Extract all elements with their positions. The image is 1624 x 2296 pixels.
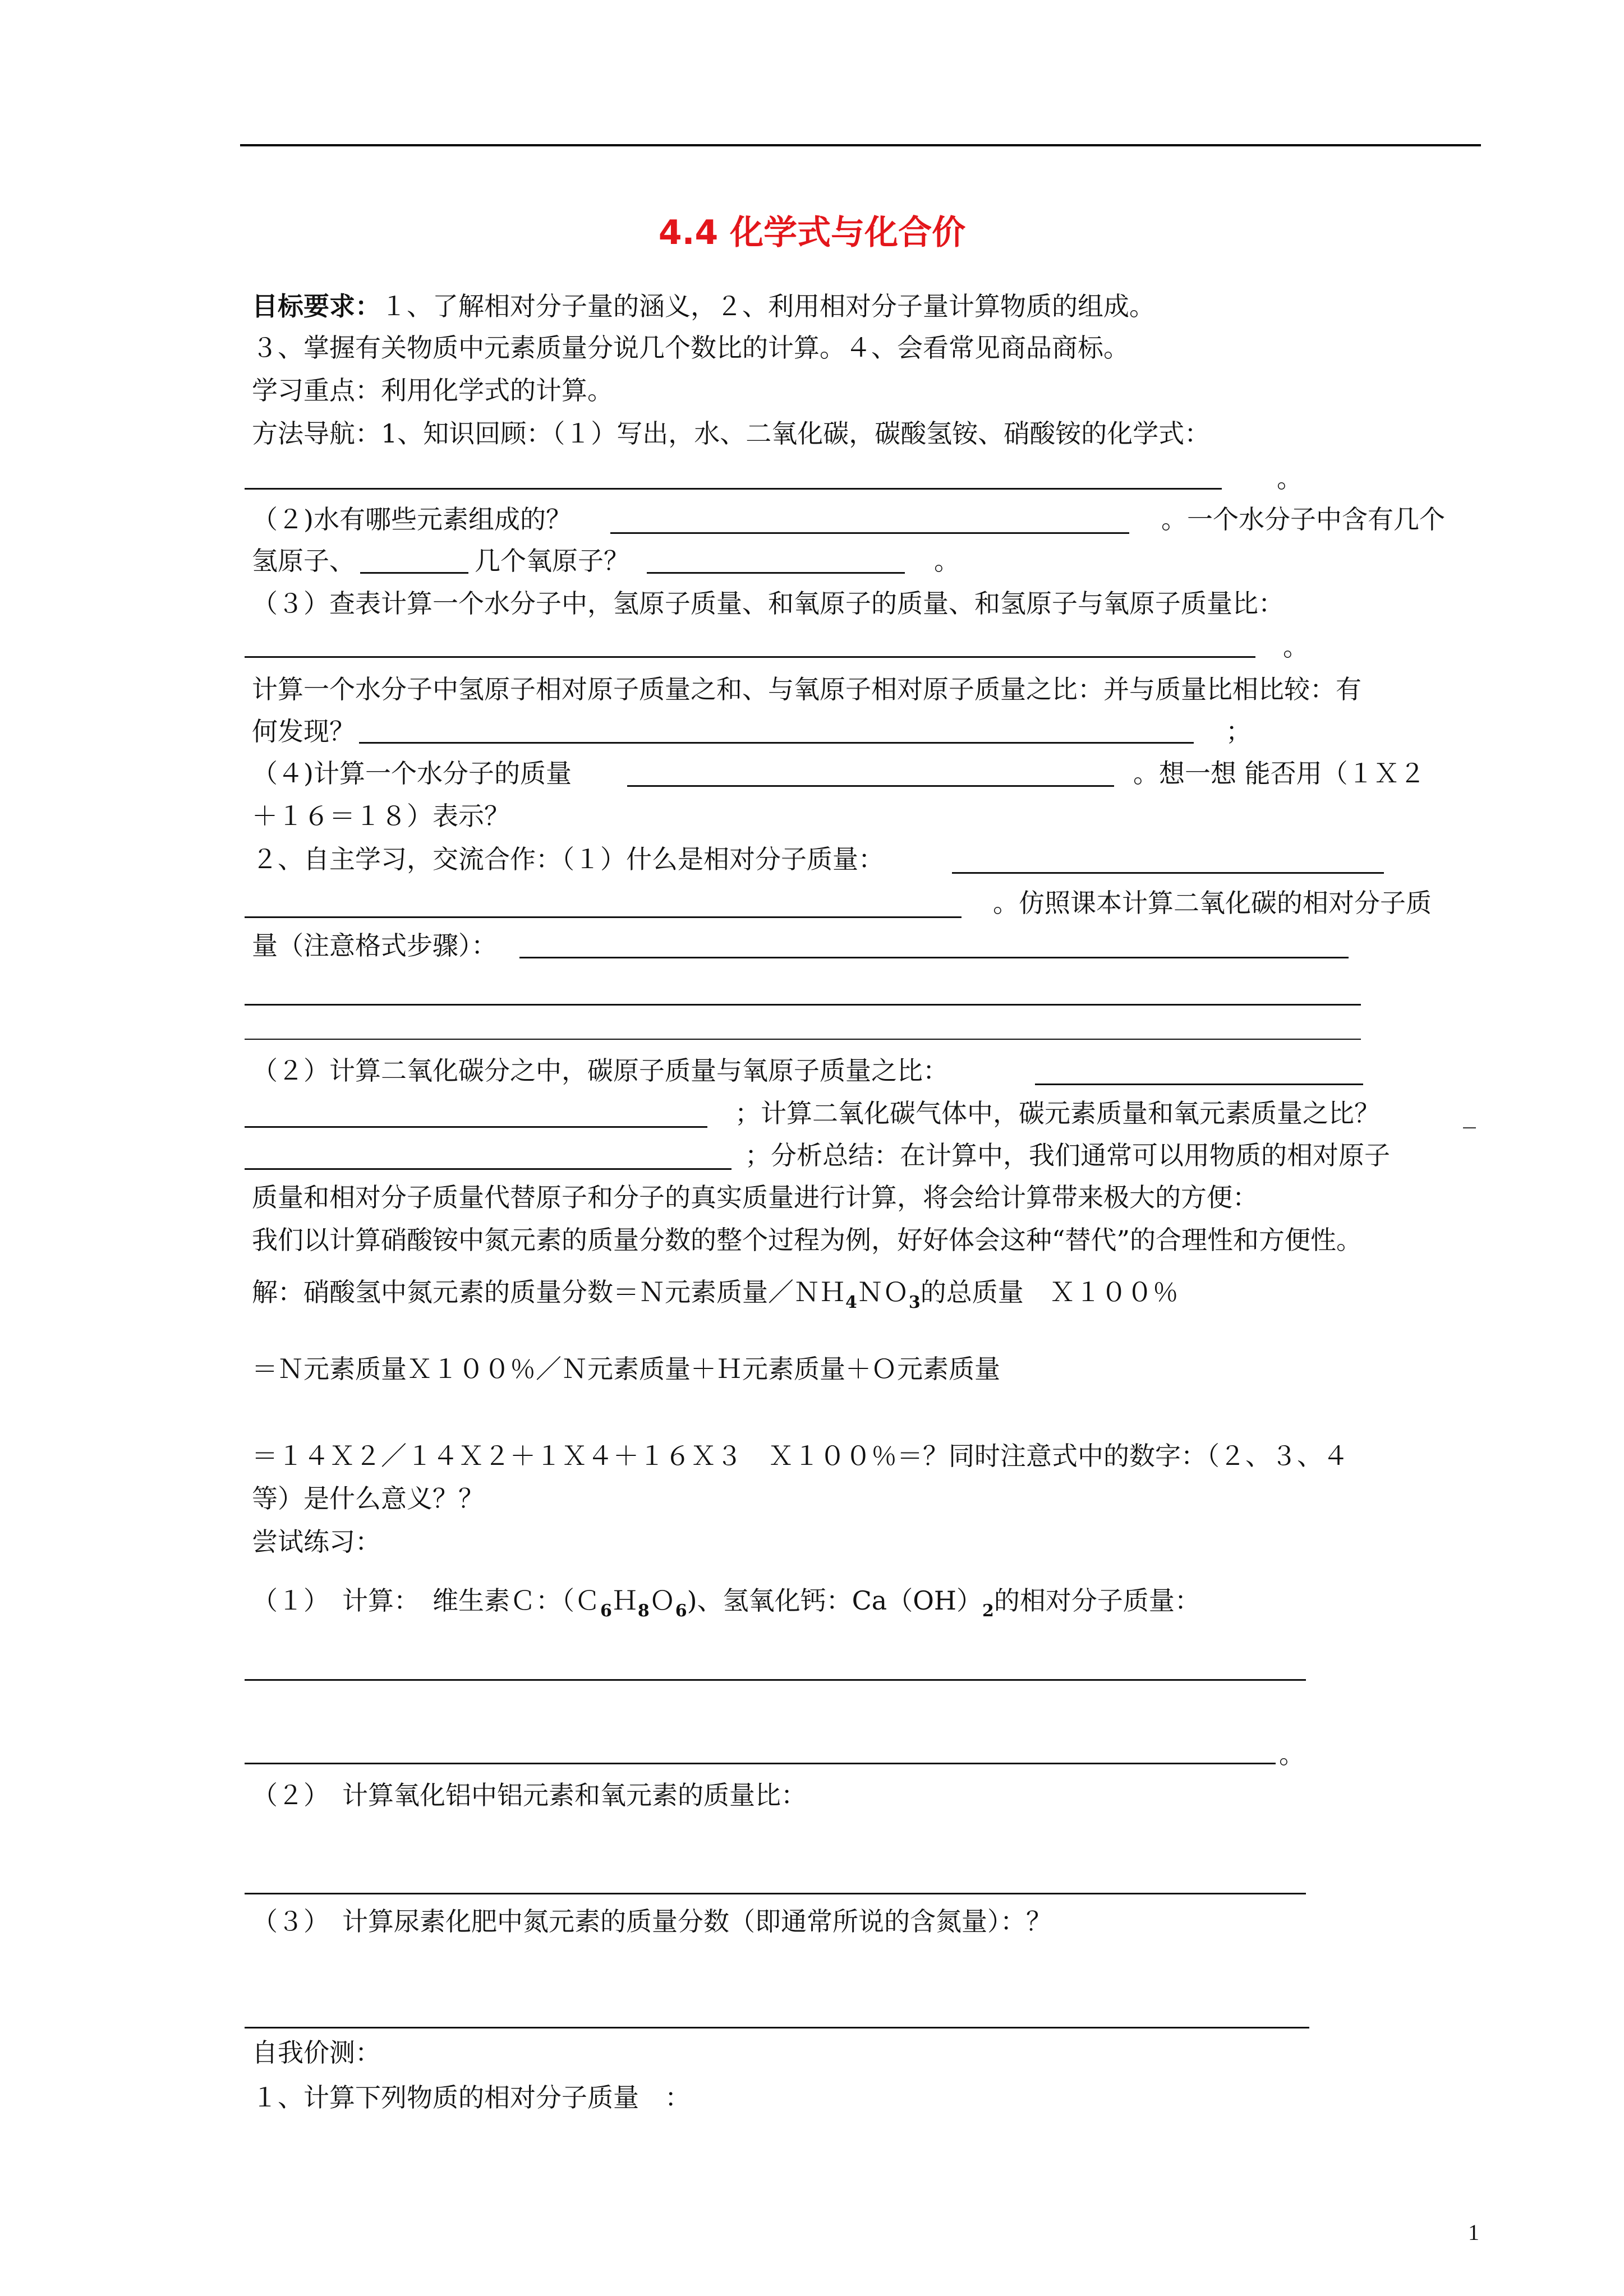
- selftest-item-1: １、计算下列物质的相对分子质量 ：: [252, 2082, 691, 2113]
- answer-blank[interactable]: [245, 656, 1255, 658]
- answer-blank[interactable]: [245, 488, 1222, 490]
- q3-text-c: 何发现？: [252, 716, 355, 746]
- co2-text-b: ；计算二氧化碳气体中，碳元素质量和氧元素质量之比？: [735, 1098, 1380, 1128]
- q2-text-b: 。一个水分子中含有几个: [1161, 504, 1445, 534]
- answer-blank[interactable]: [245, 2027, 1309, 2028]
- answer-blank[interactable]: [952, 872, 1384, 874]
- period: 。: [934, 546, 960, 576]
- subscript-6: 6: [600, 1601, 612, 1621]
- answer-blank[interactable]: [245, 1004, 1361, 1006]
- subscript-2: 2: [982, 1601, 994, 1621]
- page-number: 1: [1468, 2220, 1479, 2245]
- semicolon: ；: [1226, 716, 1252, 746]
- selftest-label: 自我价测：: [252, 2037, 381, 2068]
- answer-blank[interactable]: [245, 1893, 1306, 1894]
- period: 。: [1277, 463, 1303, 494]
- co2-text-c: ；分析总结：在计算中，我们通常可以用物质的相对原子: [745, 1140, 1390, 1170]
- q2-text-a: （２)水有哪些元素组成的？: [252, 504, 572, 534]
- answer-blank[interactable]: [1035, 1084, 1363, 1085]
- answer-blank[interactable]: [359, 742, 1194, 744]
- practice-item-1: [252, 1585, 1200, 1621]
- self-study-text-c: 量（注意格式步骤）：: [252, 930, 497, 961]
- practice-label: 尝试练习：: [252, 1527, 381, 1557]
- co2-text-e: 我们以计算硝酸铵中氮元素的质量分数的整个过程为例，好好体会这种“替代”的合理性和方便性。: [252, 1225, 1363, 1255]
- self-study-text-a: ２、自主学习，交流合作：（１）什么是相对分子质量：: [252, 844, 884, 874]
- co2-text-b-tail: _: [1463, 1098, 1476, 1128]
- answer-blank[interactable]: [627, 785, 1114, 787]
- header-rule: [240, 144, 1481, 146]
- q4-text-b: 。想一想 能否用（１Ｘ２: [1133, 758, 1425, 789]
- solution-line-4: 等）是什么意义？？: [252, 1483, 484, 1514]
- answer-blank[interactable]: [245, 916, 961, 918]
- solution-line-1: [252, 1279, 1179, 1311]
- solution-line-2: ＝Ｎ元素质量Ｘ１００％／Ｎ元素质量＋Ｈ元素质量＋Ｏ元素质量: [252, 1354, 1000, 1384]
- subscript-3: 3: [908, 1293, 921, 1312]
- focus-line: 学习重点：利用化学式的计算。: [252, 375, 613, 405]
- q2-text-c: 氢原子、: [252, 546, 355, 576]
- period: 。: [1279, 1739, 1305, 1769]
- solution-l1-mid: ＮＯ: [857, 1277, 909, 1307]
- practice-1-mid: )、氢氧化钙：Ca（OH）: [687, 1585, 983, 1616]
- solution-l1-post: 的总质量 Ｘ１００％: [920, 1277, 1179, 1307]
- goals-line-1: [252, 293, 1155, 319]
- answer-blank[interactable]: [245, 1039, 1361, 1040]
- answer-blank[interactable]: [610, 532, 1129, 534]
- q4-text-a: （４)计算一个水分子的质量: [252, 758, 572, 789]
- solution-line-3: ＝１４Ｘ２／１４Ｘ２＋１Ｘ４＋１６Ｘ３ Ｘ１００％＝？同时注意式中的数字：（２、３、４: [252, 1441, 1349, 1471]
- answer-blank[interactable]: [519, 957, 1349, 958]
- goals-line-2: ３、掌握有关物质中元素质量分说几个数比的计算。４、会看常见商品商标。: [252, 333, 1129, 363]
- q3-text-b: 计算一个水分子中氢原子相对原子质量之和、与氧原子相对原子质量之比：并与质量比相比较：有: [252, 674, 1361, 704]
- subscript-4: 4: [845, 1293, 857, 1312]
- practice-1-post: 的相对分子质量：: [993, 1585, 1200, 1616]
- answer-blank[interactable]: [245, 1679, 1306, 1681]
- q2-text-d: 几个氧原子？: [475, 546, 629, 576]
- practice-item-2: （２） 计算氧化铝中铝元素和氧元素的质量比：: [252, 1780, 807, 1810]
- practice-item-3: （３） 计算尿素化肥中氮元素的质量分数（即通常所说的含氮量）：？: [252, 1906, 1052, 1937]
- q4-text-c: ＋１６＝１８）表示？: [252, 801, 510, 831]
- practice-1-h: Ｈ: [611, 1585, 638, 1616]
- co2-text-d: 质量和相对分子质量代替原子和分子的真实质量进行计算，将会给计算带来极大的方便：: [252, 1182, 1258, 1212]
- answer-blank[interactable]: [245, 1763, 1276, 1764]
- solution-l1-pre: 解：硝酸氢中氮元素的质量分数＝Ｎ元素质量／ＮＨ: [252, 1277, 845, 1307]
- goals-label: 目标要求：: [252, 291, 381, 321]
- subscript-6: 6: [675, 1601, 687, 1621]
- answer-blank[interactable]: [360, 572, 468, 574]
- co2-text-a: （２）计算二氧化碳分之中，碳原子质量与氧原子质量之比：: [252, 1055, 949, 1086]
- answer-blank[interactable]: [245, 1168, 732, 1170]
- practice-1-pre: （１） 计算： 维生素Ｃ：（Ｃ: [252, 1585, 600, 1616]
- method-line: 方法导航：1、知识回顾：（１）写出，水、二氧化碳，碳酸氢铵、硝酸铵的化学式：: [252, 418, 1211, 449]
- subscript-8: 8: [637, 1601, 650, 1621]
- answer-blank[interactable]: [647, 572, 905, 574]
- practice-1-o: Ｏ: [649, 1585, 675, 1616]
- page-title: 4.4 化学式与化合价: [658, 213, 966, 252]
- answer-blank[interactable]: [245, 1126, 707, 1128]
- q3-text-a: （３）查表计算一个水分子中，氢原子质量、和氧原子的质量、和氢原子与氧原子质量比：: [252, 588, 1284, 619]
- self-study-text-b: 。仿照课本计算二氧化碳的相对分子质: [993, 888, 1432, 918]
- goals-text-1: １、了解相对分子量的涵义，２、利用相对分子量计算物质的组成。: [381, 291, 1155, 321]
- period: 。: [1283, 631, 1309, 662]
